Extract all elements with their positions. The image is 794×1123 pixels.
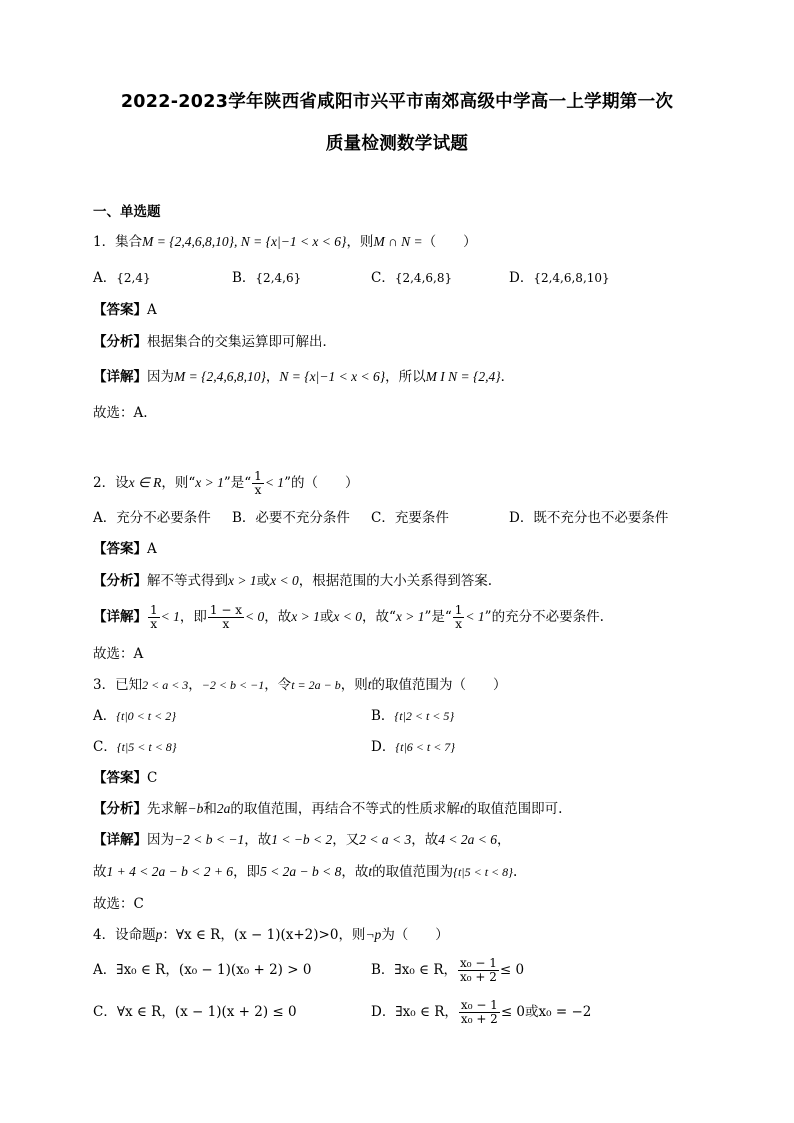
q2-detail-fraction-2: $\frac{1 - x}{x}$ (209, 603, 242, 631)
q4-option-c: C．∀x ∈ R，(x − 1)(x + 2) ≤ 0 (93, 1004, 297, 1020)
q3-analysis: 【分析】先求解−b和2a的取值范围，再结合不等式的性质求解t的取值范围即可. (93, 801, 563, 817)
q3-answer: 【答案】C (93, 770, 158, 786)
q3-option-a: A．{t|0 < t < 2} (93, 708, 177, 724)
paper-title-line1: 2022-2023学年陕西省咸阳市兴平市南郊高级中学高一上学期第一次 (120, 92, 674, 112)
q4-option-a: A．∃x₀ ∈ R，(x₀ − 1)(x₀ + 2) > 0 (93, 962, 312, 978)
q1-option-a: A．{2,4} (93, 270, 151, 286)
q2-option-d: D．既不充分也不必要条件 (509, 510, 669, 526)
q2-analysis: 【分析】解不等式得到x > 1或x < 0，根据范围的大小关系得到答案. (93, 573, 493, 589)
q2-option-a: A．充分不必要条件 (93, 510, 211, 526)
q4-option-b: B．∃x₀ ∈ R， $\frac{\text{x₀ − 1}}{\text{x₀ + 2}}$ ≤ 0 (371, 956, 525, 984)
paper-title-line2: 质量检测数学试题 (325, 134, 469, 154)
q1-option-b: B．{2,4,6} (232, 270, 302, 286)
q1-stem-text: 1．集合 (93, 234, 143, 250)
q3-option-d: D．{t|6 < t < 7} (371, 739, 456, 755)
q2-stem-fraction: $\frac{1}{x}$ (254, 469, 262, 497)
q4-option-d: D．∃x₀ ∈ R， $\frac{\text{x₀ − 1}}{\text{x₀ + 2}}$ ≤ 0或x₀ = −2 (371, 998, 592, 1026)
q2-detail-fraction-3: $\frac{1}{x}$ (454, 603, 463, 631)
q1-analysis: 【分析】根据集合的交集运算即可解出． (93, 334, 336, 350)
q3-detail-line1: 【详解】因为−2 < b < −1，故1 < −b < 2，又2 < a < 3，故4 < 2a < 6， (93, 832, 511, 848)
q1-stem-text3: （ ） (422, 234, 477, 250)
q1-answer: 【答案】A (93, 302, 157, 318)
q2-stem: 2．设x ∈ R，则“x > 1”是“ $\frac{1}{x}$ < 1”的（ ） (93, 469, 359, 497)
q3-detail-line2: 故1 + 4 < 2a − b < 2 + 6，即5 < 2a − b < 8，故t的取值范围为{t|5 < t < 8}. (93, 864, 518, 880)
q3-choose: 故选：C (93, 896, 144, 912)
section-heading: 一、单选题 (93, 204, 161, 220)
q1-option-d: D．{2,4,6,8,10} (509, 270, 610, 286)
q2-choose: 故选：A (93, 646, 144, 662)
q2-detail-fraction-1: $\frac{1}{x}$ (150, 603, 158, 631)
q1-stem-math2: M ∩ N = (373, 234, 423, 249)
q3-option-c: C．{t|5 < t < 8} (93, 739, 177, 755)
q2-option-c: C．充要条件 (371, 510, 449, 526)
q1-option-c: C．{2,4,6,8} (371, 270, 453, 286)
q3-stem: 3．已知2 < a < 3，−2 < b < −1，令t = 2a − b，则t的取值范围为（ ） (93, 677, 507, 693)
q1-stem (93, 232, 477, 252)
q1-choose: 故选：A. (93, 405, 148, 421)
q2-answer: 【答案】A (93, 541, 157, 557)
q3-option-b: B．{t|2 < t < 5} (371, 708, 455, 724)
q4-stem: 4．设命题p：∀x ∈ R，(x − 1)(x+2)>0，则¬p为（ ） (93, 927, 449, 943)
q1-detail: 【详解】因为M = {2,4,6,8,10}，N = {x|−1 < x < 6}，所以M I N = {2,4}． (93, 369, 515, 385)
q1-stem-math: M = {2,4,6,8,10}, N = {x|−1 < x < 6} (142, 234, 347, 249)
q4-optb-fraction: $\frac{\text{x₀ − 1}}{\text{x₀ + 2}}$ (460, 956, 497, 984)
q2-option-b: B．必要不充分条件 (232, 510, 350, 526)
q1-stem-text2: ，则 (346, 234, 374, 250)
q4-optd-fraction: $\frac{\text{x₀ − 1}}{\text{x₀ + 2}}$ (460, 998, 498, 1026)
q2-detail: 【详解】 $\frac{1}{x}$ < 1，即 $\frac{1 - x}{x}$ < 0，故x > 1或x < 0，故“x > 1”是“ $\frac{1}{x}$ < 1”的充分不必要条件. (93, 603, 604, 631)
